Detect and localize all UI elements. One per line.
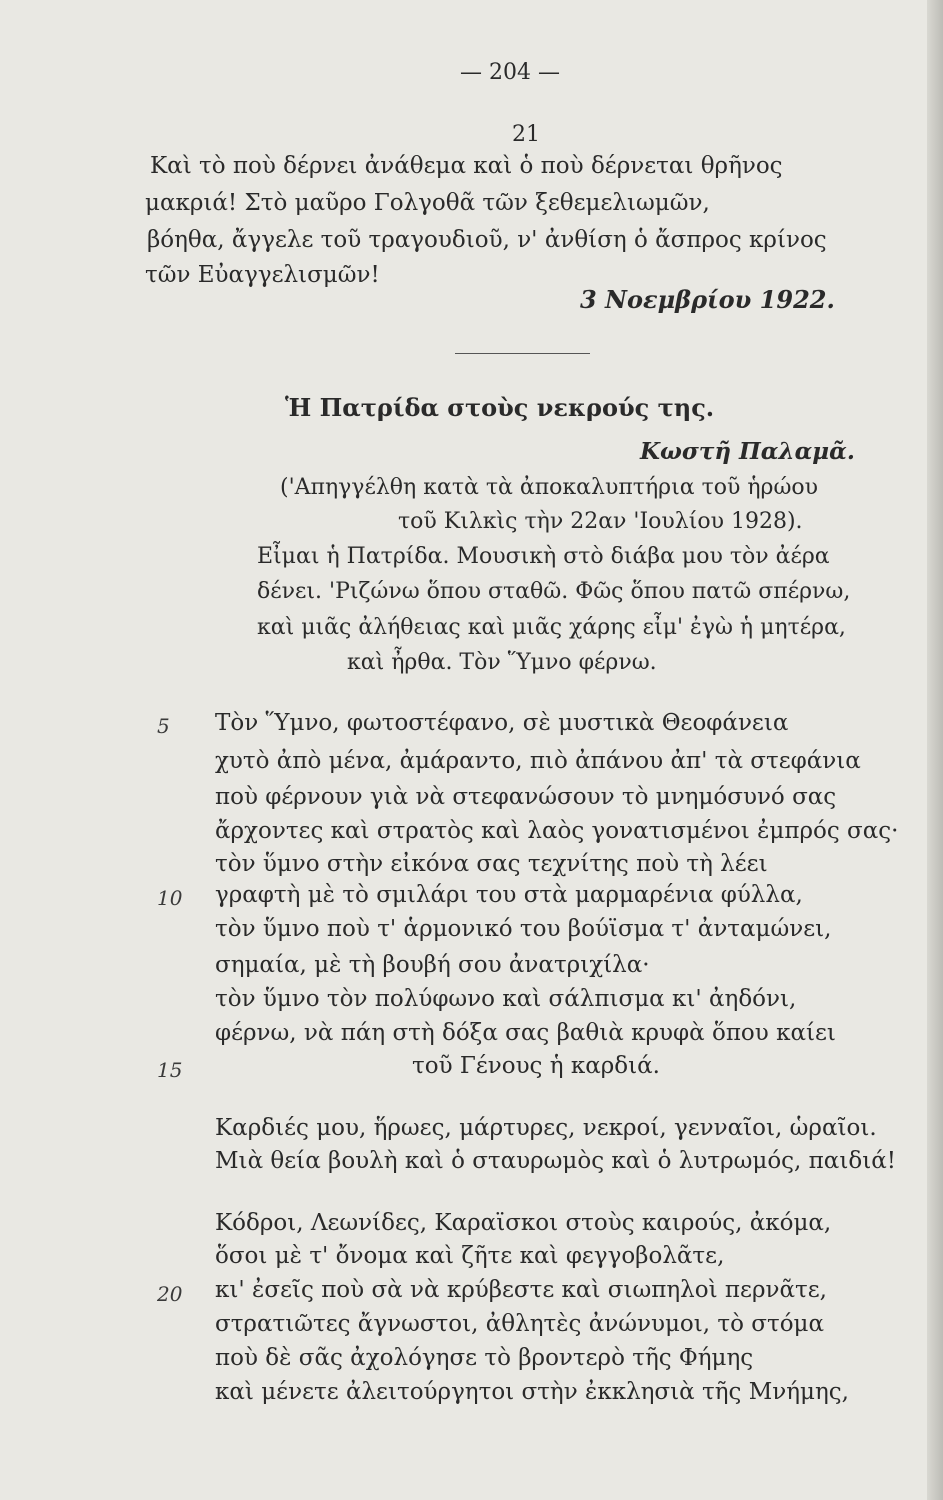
poem-author: Κωστῆ Παλαμᾶ.	[640, 438, 855, 465]
verse-line: ὅσοι μὲ τ' ὄνομα καὶ ζῆτε καὶ φεγγοβολᾶτε,	[215, 1243, 725, 1269]
verse-line: στρατιῶτες ἄγνωστοι, ἀθλητὲς ἀνώνυμοι, τὸ στόμα	[215, 1311, 825, 1337]
verse-line: φέρνω, νὰ πάη στὴ δόξα σας βαθιὰ κρυφὰ ὅπου καίει	[215, 1020, 836, 1046]
stanza-number: 21	[512, 122, 540, 147]
stanza-line: βόηθα, ἄγγελε τοῦ τραγουδιοῦ, ν' ἀνθίση ὁ ἄσπρος κρίνος	[147, 227, 827, 253]
verse-line: ἄρχοντες καὶ στρατὸς καὶ λαὸς γονατισμένοι ἐμπρός σας·	[215, 818, 899, 844]
verse-line: Μιὰ θεία βουλὴ καὶ ὁ σταυρωμὸς καὶ ὁ λυτρωμός, παιδιά!	[215, 1148, 896, 1174]
stanza-line: τῶν Εὐαγγελισμῶν!	[145, 262, 380, 288]
line-number: 15	[157, 1058, 183, 1082]
line-number: 10	[157, 886, 183, 910]
verse-line: Κόδροι, Λεωνίδες, Καραϊσκοι στοὺς καιρούς, ἀκόμα,	[215, 1210, 832, 1236]
section-divider	[455, 353, 590, 354]
verse-line: τὸν ὕμνο στὴν εἰκόνα σας τεχνίτης ποὺ τὴ λέει	[215, 851, 768, 877]
page-number: — 204 —	[460, 60, 560, 85]
poem-title: Ἡ Πατρίδα στοὺς νεκρούς της.	[285, 393, 715, 422]
verse-line: καὶ μένετε ἀλειτούργητοι στὴν ἐκκλησιὰ τῆς Μνήμης,	[215, 1379, 849, 1405]
poem-note-line: ('Απηγγέλθη κατὰ τὰ ἀποκαλυπτήρια τοῦ ἡρώου	[280, 475, 819, 500]
stanza-line: μακριά! Στὸ μαῦρο Γολγοθᾶ τῶν ξεθεμελιωμῶν,	[145, 190, 710, 216]
stanza-line: Καὶ τὸ ποὺ δέρνει ἀνάθεμα καὶ ὁ ποὺ δέρνεται θρῆνος	[150, 153, 783, 179]
poem-note-line: τοῦ Κιλκὶς τὴν 22αν 'Ιουλίου 1928).	[398, 509, 803, 534]
verse-line: τοῦ Γένους ἡ καρδιά.	[412, 1053, 660, 1079]
verse-line: Καρδιές μου, ἥρωες, μάρτυρες, νεκροί, γενναῖοι, ὡραῖοι.	[215, 1115, 877, 1141]
verse-line: γραφτὴ μὲ τὸ σμιλάρι του στὰ μαρμαρένια φύλλα,	[215, 882, 803, 908]
verse-line: σημαία, μὲ τὴ βουβή σου ἀνατριχίλα·	[215, 952, 650, 978]
verse-line: χυτὸ ἀπὸ μένα, ἀμάραντο, πιὸ ἀπάνου ἀπ' τὰ στεφάνια	[215, 748, 861, 774]
line-number: 5	[157, 714, 170, 738]
verse-line: Τὸν Ὕμνο, φωτοστέφανο, σὲ μυστικὰ Θεοφάνεια	[215, 710, 789, 736]
page-edge-shadow	[927, 0, 943, 1500]
verse-line: ποὺ φέρνουν γιὰ νὰ στεφανώσουν τὸ μνημόσυνό σας	[215, 784, 837, 810]
verse-line: τὸν ὕμνο ποὺ τ' ἁρμονικό του βούϊσμα τ' ἀνταμώνει,	[215, 916, 832, 942]
intro-line: δένει. 'Ριζώνω ὅπου σταθῶ. Φῶς ὅπου πατῶ σπέρνω,	[257, 579, 851, 604]
intro-line: Εἶμαι ἡ Πατρίδα. Μουσικὴ στὸ διάβα μου τὸν ἀέρα	[257, 544, 830, 569]
verse-line: τὸν ὕμνο τὸν πολύφωνο καὶ σάλπισμα κι' ἀηδόνι,	[215, 986, 797, 1012]
date-line: 3 Νοεμβρίου 1922.	[580, 285, 835, 314]
line-number: 20	[157, 1282, 183, 1306]
verse-line: κι' ἐσεῖς ποὺ σὰ νὰ κρύβεστε καὶ σιωπηλοὶ περνᾶτε,	[215, 1277, 827, 1303]
intro-line: καὶ μιᾶς ἀλήθειας καὶ μιᾶς χάρης εἶμ' ἐγὼ ἡ μητέρα,	[257, 615, 846, 640]
intro-line: καὶ ἦρθα. Τὸν Ὕμνο φέρνω.	[347, 650, 657, 675]
verse-line: ποὺ δὲ σᾶς ἀχολόγησε τὸ βροντερὸ τῆς Φήμης	[215, 1345, 754, 1371]
